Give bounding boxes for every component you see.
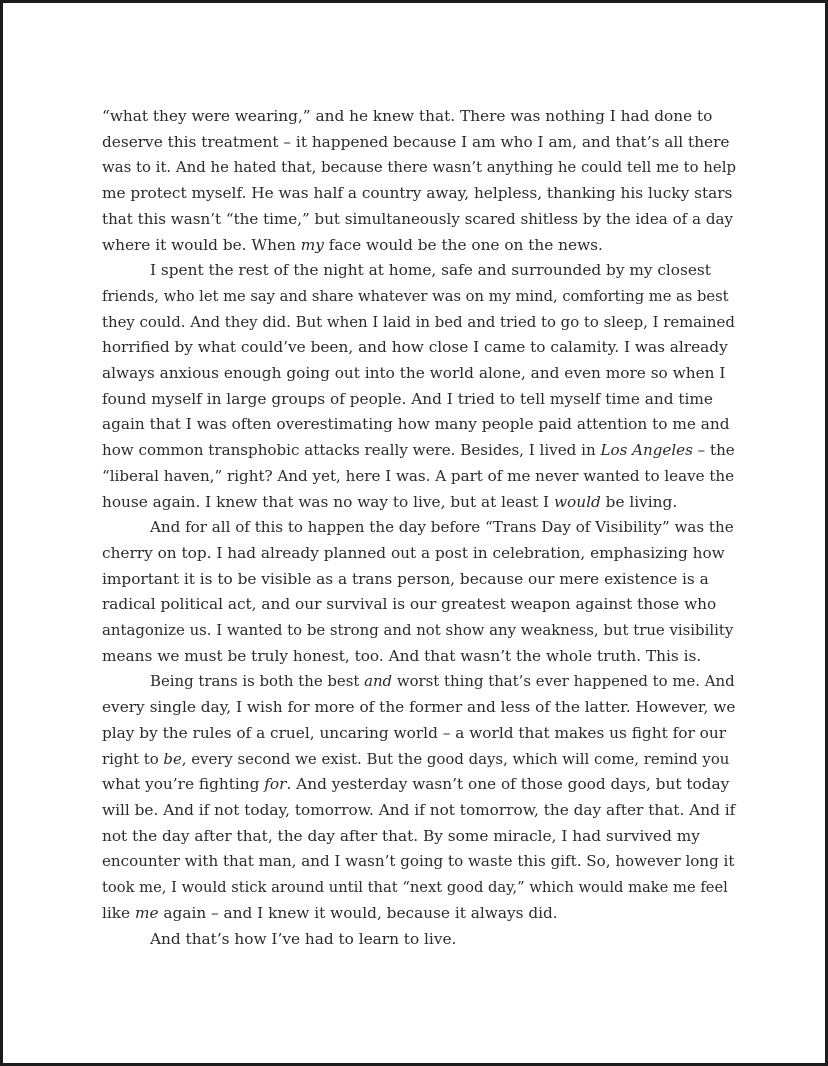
text-line [102, 412, 736, 438]
text-segment: they could. And they did. But when I laid in bed and tried to go to sleep, I remained [102, 312, 735, 331]
emphasized-text: my [300, 235, 324, 254]
text-line [102, 310, 736, 336]
text-line [102, 104, 736, 130]
text-segment: not the day after that, the day after that. By some miracle, I had survived my [102, 826, 700, 845]
text-line [102, 438, 736, 464]
text-line [102, 618, 736, 644]
text-segment: – the [692, 441, 735, 460]
emphasized-text: would [553, 492, 601, 511]
text-line [102, 824, 736, 850]
text-line [102, 130, 736, 156]
text-segment: where it would be. When [102, 235, 301, 254]
text-line [102, 387, 736, 413]
text-segment: And that’s how I’ve had to learn to live. [150, 929, 457, 948]
body-text [102, 104, 736, 952]
text-line [102, 695, 736, 721]
text-segment: how common transphobic attacks really were. Besides, I lived in [102, 441, 601, 460]
text-segment: antagonize us. I wanted to be strong and not show any weakness, but true visibility [102, 621, 734, 640]
text-segment: right to [102, 749, 164, 768]
text-segment: like [102, 903, 135, 922]
text-line [102, 155, 736, 181]
text-segment: “what they were wearing,” and he knew that. There was nothing I had done to [102, 107, 713, 125]
text-segment: worst thing that’s ever happened to me. And [392, 672, 735, 691]
text-line [102, 747, 736, 773]
text-line [102, 798, 736, 824]
text-line [102, 233, 736, 259]
text-line [102, 772, 736, 798]
text-segment: face would be the one on the news. [323, 235, 603, 254]
text-segment: radical political act, and our survival is our greatest weapon against those who [102, 595, 717, 614]
text-line [102, 490, 736, 516]
text-segment: . And yesterday wasn’t one of those good days, but today [286, 775, 730, 794]
text-line [102, 181, 736, 207]
text-segment: encounter with that man, and I wasn’t going to waste this gift. So, however long it [102, 852, 735, 871]
text-segment: every single day, I wish for more of the former and less of the latter. However, we [102, 698, 736, 717]
text-segment: again that I was often overestimating how many people paid attention to me and [102, 415, 730, 434]
text-segment: took me, I would stick around until that “next good day,” which would make me feel [102, 879, 728, 897]
text-line [102, 284, 736, 310]
text-segment: house again. I knew that was no way to live, but at least I [102, 492, 554, 511]
text-segment: what you’re fighting [102, 775, 265, 794]
emphasized-text: Los Angeles [600, 441, 693, 460]
text-segment: found myself in large groups of people. And I tried to tell myself time and time [102, 389, 713, 408]
text-line [102, 901, 736, 927]
paragraph [102, 515, 736, 669]
text-segment: me protect myself. He was half a country away, helpless, thanking his lucky stars [102, 184, 733, 203]
paragraph [102, 669, 736, 926]
text-segment: was to it. And he hated that, because there wasn’t anything he could tell me to help [102, 158, 736, 177]
text-segment: “liberal haven,” right? And yet, here I was. A part of me never wanted to leave the [102, 466, 735, 485]
paragraph [102, 258, 736, 515]
paragraph [102, 104, 736, 258]
text-line [102, 721, 736, 747]
text-segment: means we must be truly honest, too. And that wasn’t the whole truth. This is. [102, 646, 702, 665]
text-line [102, 361, 736, 387]
text-segment: again – and I knew it would, because it always did. [158, 903, 558, 922]
text-segment: deserve this treatment – it happened because I am who I am, and that’s all there [102, 132, 730, 151]
text-segment: play by the rules of a cruel, uncaring world – a world that makes us fight for our [102, 723, 727, 742]
text-segment: friends, who let me say and share whatever was on my mind, comforting me as best [102, 287, 729, 305]
text-segment: important it is to be visible as a trans person, because our mere existence is a [102, 569, 709, 588]
text-line [102, 335, 736, 361]
text-line [102, 207, 736, 233]
text-line [102, 927, 736, 953]
text-line [102, 567, 736, 593]
text-line [102, 258, 736, 284]
text-segment: Being trans is both the best [150, 672, 365, 691]
text-line [102, 541, 736, 567]
emphasized-text: and [364, 672, 393, 691]
text-segment: be living. [600, 492, 678, 511]
text-segment: And for all of this to happen the day before “Trans Day of Visibility” was the [150, 518, 734, 537]
emphasized-text: me [134, 903, 159, 922]
paragraph [102, 927, 736, 953]
text-line [102, 644, 736, 670]
text-line [102, 592, 736, 618]
text-line [102, 875, 736, 901]
text-line [102, 515, 736, 541]
text-segment: horrified by what could’ve been, and how close I came to calamity. I was already [102, 338, 728, 357]
text-segment: always anxious enough going out into the world alone, and even more so when I [102, 364, 726, 383]
text-segment: , every second we exist. But the good days, which will come, remind you [181, 749, 730, 768]
text-line [102, 464, 736, 490]
text-line [102, 669, 736, 695]
text-segment: that this wasn’t “the time,” but simultaneously scared shitless by the idea of a day [102, 209, 734, 228]
text-segment: cherry on top. I had already planned out a post in celebration, emphasizing how [102, 543, 725, 562]
text-segment: will be. And if not today, tomorrow. And if not tomorrow, the day after that. And if [102, 800, 736, 819]
emphasized-text: be [163, 749, 182, 768]
emphasized-text: for [264, 775, 287, 794]
text-segment: I spent the rest of the night at home, safe and surrounded by my closest [150, 261, 711, 280]
text-line [102, 849, 736, 875]
